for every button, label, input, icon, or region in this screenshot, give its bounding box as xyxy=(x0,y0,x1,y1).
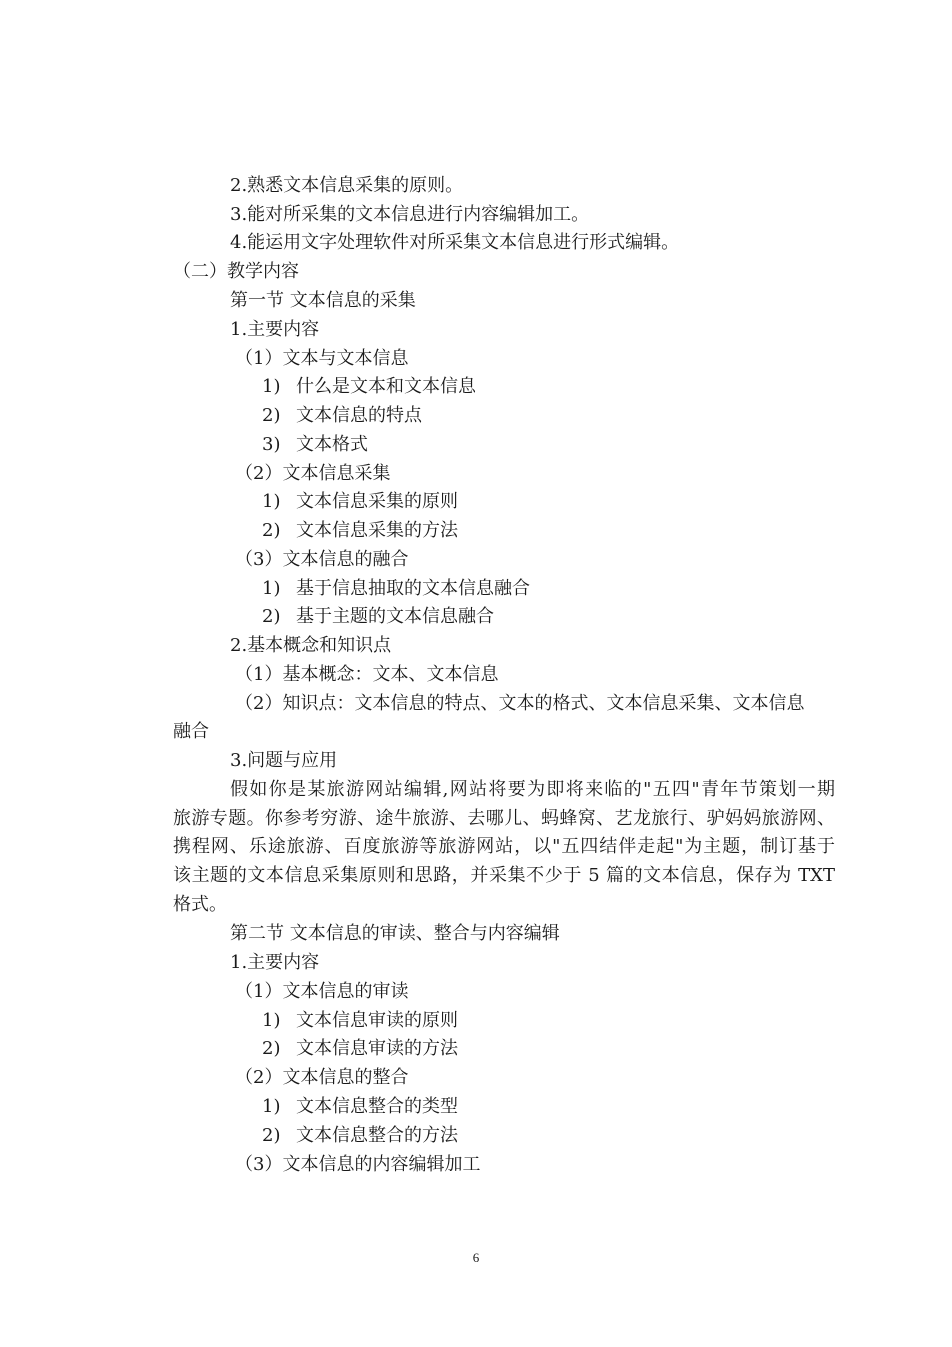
subheading: 3.问题与应用 xyxy=(230,750,338,771)
list-item-text: 文本信息的特点 xyxy=(296,405,422,426)
sub-topic-title: （2）文本信息的整合 xyxy=(235,1067,409,1088)
list-item xyxy=(262,576,530,602)
knowledge-points-continuation: 融合 xyxy=(173,721,209,742)
sub-topic-title: （1）文本信息的审读 xyxy=(235,981,409,1002)
list-item-text: 基于信息抽取的文本信息融合 xyxy=(296,578,530,599)
list-item-number: 2) xyxy=(262,520,281,541)
list-item-number: 2) xyxy=(262,1125,281,1146)
subheading: 1.主要内容 xyxy=(230,952,320,973)
list-item xyxy=(262,432,368,458)
paragraph-line: 携程网、乐途旅游、百度旅游等旅游网站，以"五四结伴走起"为主题，制订基于 xyxy=(173,836,835,857)
list-item-text: 文本信息审读的原则 xyxy=(296,1010,458,1031)
paragraph-line: 该主题的文本信息采集原则和思路，并采集不少于 5 篇的文本信息，保存为 TXT xyxy=(173,865,835,886)
paragraph-line: 旅游专题。你参考穷游、途牛旅游、去哪儿、蚂蜂窝、艺龙旅行、驴妈妈旅游网、 xyxy=(173,808,835,829)
paragraph-line: 格式。 xyxy=(173,894,227,915)
list-item-number: 2) xyxy=(262,606,281,627)
list-item xyxy=(262,1008,458,1034)
concepts-line: （1）基本概念：文本、文本信息 xyxy=(235,664,499,685)
objective-line: 3.能对所采集的文本信息进行内容编辑加工。 xyxy=(230,204,590,225)
sub-topic-title: （1）文本与文本信息 xyxy=(235,348,409,369)
list-item-number: 2) xyxy=(262,1038,281,1059)
list-item-number: 1) xyxy=(262,491,281,512)
objective-line: 4.能运用文字处理软件对所采集文本信息进行形式编辑。 xyxy=(230,232,680,253)
page-number: 6 xyxy=(472,1250,480,1265)
list-item xyxy=(262,403,422,429)
list-item-number: 1) xyxy=(262,1010,281,1031)
paragraph-line: 假如你是某旅游网站编辑,网站将要为即将来临的"五四"青年节策划一期 xyxy=(230,779,835,800)
list-item xyxy=(262,1036,458,1062)
section-heading: （二）教学内容 xyxy=(173,261,299,282)
list-item-text: 文本信息整合的类型 xyxy=(296,1096,458,1117)
list-item-number: 3) xyxy=(262,434,281,455)
list-item-number: 1) xyxy=(262,376,281,397)
sub-topic-title: （3）文本信息的内容编辑加工 xyxy=(235,1154,481,1175)
subheading: 2.基本概念和知识点 xyxy=(230,635,392,656)
knowledge-points-line: （2）知识点：文本信息的特点、文本的格式、文本信息采集、文本信息 xyxy=(235,693,805,714)
lesson-title: 第二节 文本信息的审读、整合与内容编辑 xyxy=(230,923,560,944)
list-item-text: 文本信息整合的方法 xyxy=(296,1125,458,1146)
list-item-text: 文本信息采集的原则 xyxy=(296,491,458,512)
sub-topic-title: （2）文本信息采集 xyxy=(235,463,391,484)
list-item-text: 文本信息采集的方法 xyxy=(296,520,458,541)
list-item xyxy=(262,1123,458,1149)
list-item-text: 基于主题的文本信息融合 xyxy=(296,606,494,627)
list-item-text: 文本信息审读的方法 xyxy=(296,1038,458,1059)
sub-topic-title: （3）文本信息的融合 xyxy=(235,549,409,570)
list-item-number: 2) xyxy=(262,405,281,426)
subheading: 1.主要内容 xyxy=(230,319,320,340)
list-item xyxy=(262,604,494,630)
list-item xyxy=(262,518,458,544)
list-item-text: 文本格式 xyxy=(296,434,368,455)
objective-line: 2.熟悉文本信息采集的原则。 xyxy=(230,175,464,196)
list-item xyxy=(262,374,476,400)
list-item-number: 1) xyxy=(262,578,281,599)
list-item-number: 1) xyxy=(262,1096,281,1117)
lesson-title: 第一节 文本信息的采集 xyxy=(230,290,416,311)
list-item xyxy=(262,1094,458,1120)
list-item-text: 什么是文本和文本信息 xyxy=(296,376,476,397)
list-item xyxy=(262,489,458,515)
